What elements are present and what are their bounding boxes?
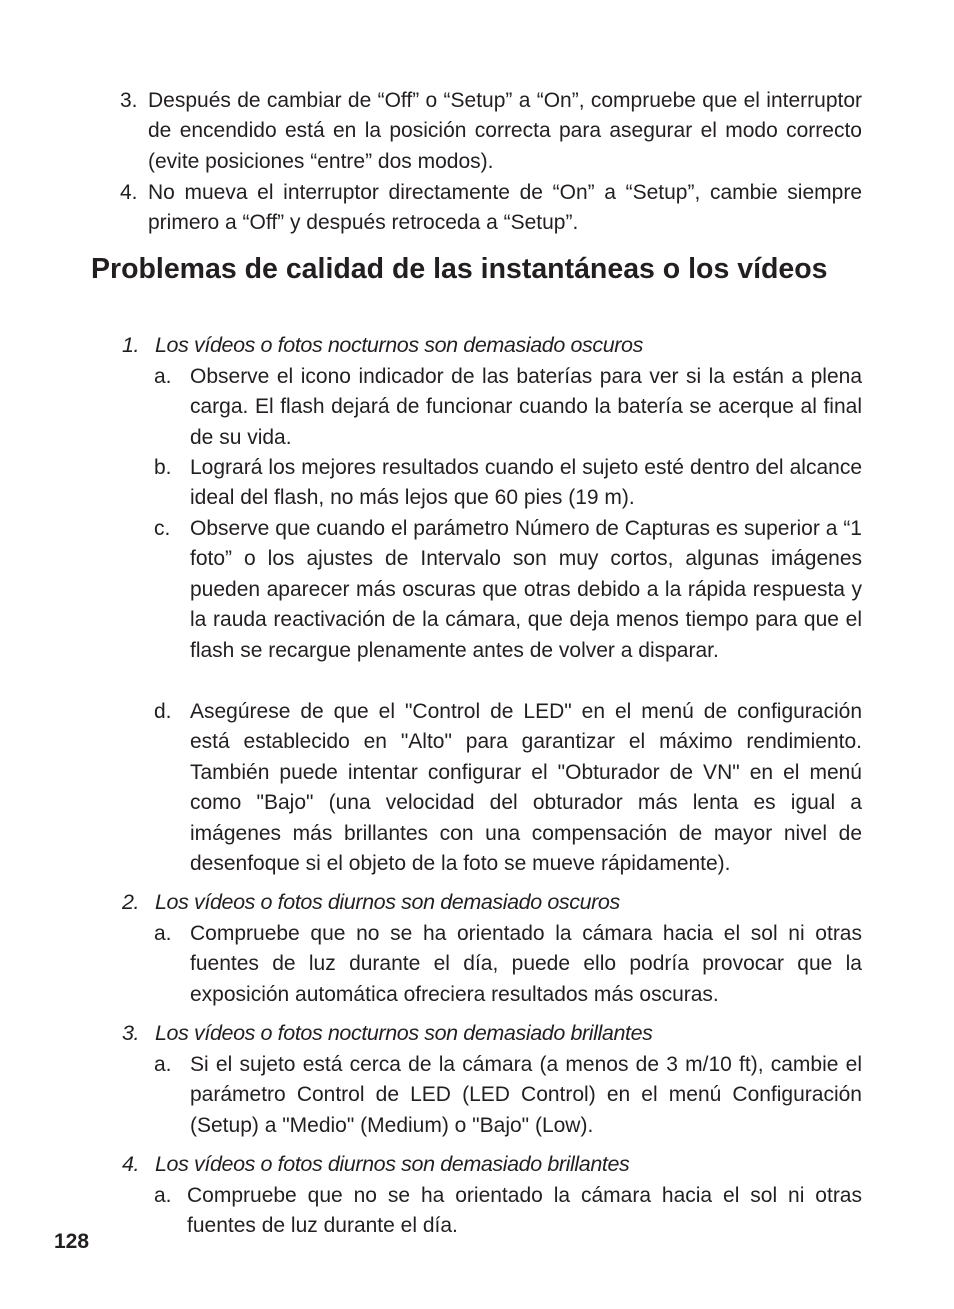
list-item — [154, 514, 862, 666]
problem-title-text: Los vídeos o fotos nocturnos son demasiado brillantes — [155, 1021, 653, 1045]
list-item — [154, 919, 862, 1010]
list-text: No mueva el interruptor directamente de “On” a “Setup”, cambie siempre primero a “Off” y después retroceda a “Setup”. — [148, 181, 862, 235]
problem-title — [122, 1018, 862, 1048]
list-label: a. — [154, 1053, 172, 1076]
problem-title-text: Los vídeos o fotos diurnos son demasiado oscuros — [155, 890, 620, 914]
list-label: b. — [154, 456, 172, 479]
list-text: Logrará los mejores resultados cuando el sujeto esté dentro del alcance ideal del flash, no más lejos que 60 pies (19 m). — [190, 456, 862, 510]
list-item — [120, 86, 862, 177]
problem-title — [122, 330, 862, 360]
section-heading: Problemas de calidad de las instantáneas o los vídeos — [91, 253, 828, 285]
list-text: Observe que cuando el parámetro Número de Capturas es superior a “1 foto” o los ajustes de Intervalo son muy cortos, algunas imágenes pueden aparecer más oscuras que otras debido a la rápida respuesta y la rauda reactivación de la cámara, que deja menos tiempo para que el flash se recargue plenamente antes de volver a disparar. — [190, 517, 862, 662]
list-item — [154, 1050, 862, 1141]
list-text: Compruebe que no se ha orientado la cámara hacia el sol ni otras fuentes de luz durante el día, puede ello podría provocar que la exposición automática ofreciera resultados más oscuras. — [190, 922, 862, 1006]
list-item — [154, 697, 862, 879]
problem-number: 3. — [122, 1021, 140, 1045]
problem-number: 2. — [122, 890, 140, 914]
list-number: 3. — [120, 89, 138, 112]
list-text: Después de cambiar de “Off” o “Setup” a “On”, compruebe que el interruptor de encendido está en la posición correcta para asegurar el modo correcto (evite posiciones “entre” dos modos). — [148, 89, 862, 173]
list-item — [154, 362, 862, 453]
list-label: c. — [154, 517, 171, 540]
list-text: Compruebe que no se ha orientado la cámara hacia el sol ni otras fuentes de luz durante el día. — [187, 1184, 862, 1238]
list-text: Asegúrese de que el "Control de LED" en el menú de configuración está establecido en "Alto" para garantizar el máximo rendimiento. También puede intentar configurar el "Obturador de VN" en el menú como "Bajo" (una velocidad del obturador más lenta es igual a imágenes más brillantes con una compensación de mayor nivel de desenfoque si el objeto de la foto se mueve rápidamente). — [190, 700, 862, 876]
list-item — [120, 178, 862, 239]
list-label: d. — [154, 700, 172, 723]
list-label: a. — [154, 1184, 172, 1207]
list-item — [154, 1181, 862, 1242]
list-text: Observe el icono indicador de las baterías para ver si la están a plena carga. El flash dejará de funcionar cuando la batería se acerque al final de su vida. — [190, 365, 862, 449]
page-number: 128 — [54, 1230, 90, 1253]
list-number: 4. — [120, 181, 138, 204]
list-item — [154, 453, 862, 514]
problem-title-text: Los vídeos o fotos nocturnos son demasiado oscuros — [155, 333, 643, 357]
list-label: a. — [154, 365, 172, 388]
problem-number: 4. — [122, 1152, 140, 1176]
problem-title-text: Los vídeos o fotos diurnos son demasiado brillantes — [155, 1152, 630, 1176]
problem-number: 1. — [122, 333, 140, 357]
list-label: a. — [154, 922, 172, 945]
list-text: Si el sujeto está cerca de la cámara (a menos de 3 m/10 ft), cambie el parámetro Control de LED (LED Control) en el menú Configuración (Setup) a "Medio" (Medium) o "Bajo" (Low). — [190, 1053, 862, 1137]
problem-title — [122, 887, 862, 917]
problem-title — [122, 1149, 862, 1179]
